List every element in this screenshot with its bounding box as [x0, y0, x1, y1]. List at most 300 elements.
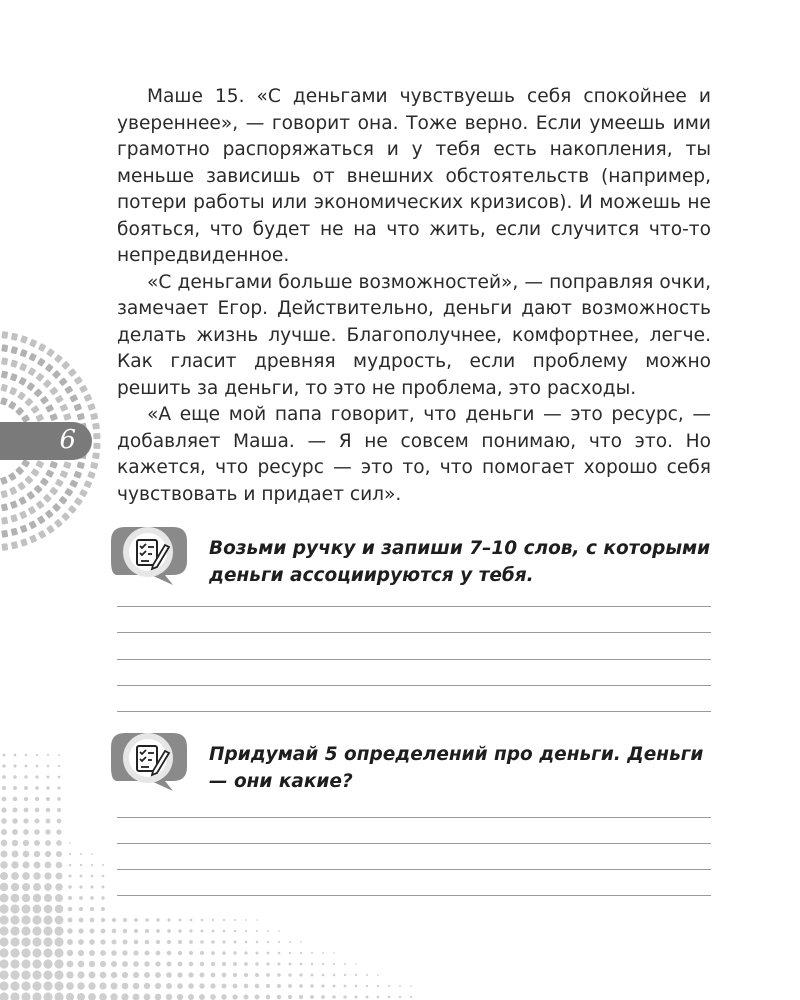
halftone-dot	[54, 981, 63, 990]
halftone-dot	[288, 995, 292, 999]
halftone-dot	[332, 995, 336, 999]
sunburst-tile	[17, 482, 26, 491]
halftone-dot	[133, 983, 140, 990]
halftone-dot	[122, 983, 129, 990]
sunburst-tile	[28, 506, 37, 515]
sunburst-tile	[40, 477, 49, 486]
sunburst-tile	[61, 512, 70, 521]
sunburst-tile	[74, 497, 83, 506]
writing-line[interactable]	[117, 817, 711, 818]
halftone-dot	[44, 883, 52, 891]
sunburst-tile	[1, 344, 8, 352]
halftone-dot	[144, 983, 150, 989]
halftone-dot	[21, 981, 30, 990]
sunburst-tile	[35, 414, 44, 422]
halftone-dot	[123, 918, 127, 922]
halftone-dot	[46, 797, 50, 801]
halftone-dot	[277, 962, 280, 965]
sunburst-tile	[52, 503, 61, 512]
halftone-dot	[210, 983, 215, 988]
halftone-dot	[1, 818, 7, 824]
halftone-dot	[299, 973, 302, 976]
halftone-dot	[234, 930, 236, 932]
halftone-dot	[54, 948, 63, 957]
halftone-dot	[78, 939, 84, 945]
sunburst-tile	[15, 407, 24, 416]
sunburst-tile	[92, 452, 100, 459]
halftone-dot	[102, 875, 105, 878]
sunburst-tile	[45, 404, 54, 413]
halftone-dot	[33, 883, 41, 891]
halftone-dot	[355, 985, 358, 988]
halftone-dot	[35, 775, 38, 778]
sunburst-tile	[8, 401, 17, 410]
halftone-dot	[388, 985, 390, 987]
sunburst-tile	[28, 353, 37, 362]
halftone-dot	[134, 940, 139, 945]
sunburst-tile	[20, 524, 28, 533]
halftone-dot	[0, 959, 9, 968]
halftone-dot	[333, 963, 335, 965]
writing-line[interactable]	[117, 685, 711, 686]
writing-line[interactable]	[117, 659, 711, 660]
halftone-dot	[79, 885, 82, 888]
sunburst-tile	[79, 385, 88, 394]
halftone-dot	[79, 907, 83, 911]
halftone-dot	[33, 894, 41, 902]
halftone-dot	[233, 973, 237, 977]
halftone-dot	[10, 981, 19, 990]
halftone-dot	[24, 808, 29, 813]
sunburst-tile	[21, 459, 30, 468]
halftone-dot	[68, 885, 72, 889]
halftone-dot	[12, 840, 18, 846]
sunburst-tile	[10, 528, 18, 536]
halftone-dot	[45, 851, 51, 857]
halftone-dot	[200, 929, 203, 932]
halftone-dot	[245, 919, 247, 921]
halftone-dot	[155, 961, 160, 966]
halftone-dot	[2, 786, 6, 790]
halftone-dot	[46, 819, 51, 824]
sunburst-tile	[1, 331, 8, 339]
halftone-dot	[43, 981, 52, 990]
halftone-dot	[46, 786, 50, 790]
writing-line[interactable]	[117, 711, 711, 712]
sunburst-tile	[74, 376, 83, 385]
halftone-dot	[13, 775, 17, 779]
sunburst-tile	[63, 413, 71, 421]
halftone-dot	[21, 959, 30, 968]
sunburst-tile	[15, 466, 24, 475]
halftone-dot	[25, 765, 28, 768]
sunburst-tile	[61, 361, 70, 370]
halftone-dot	[88, 993, 96, 1000]
halftone-dot	[90, 918, 95, 923]
paragraph: Маше 15. «С деньгами чувствуешь себя спокойнее и увереннее», — говорит она. Тоже верно. Если умеешь ими грамотно распоряжаться и у тебя есть накопления, ты меньше зависишь от внешних обстоятельств (например, потери работы или экономических кризисов). И можешь не бояться, что будет не на что жить, если случится что-то непредвиденное.	[117, 86, 711, 266]
halftone-dot	[100, 939, 105, 944]
halftone-dot	[58, 776, 61, 779]
sunburst-tile	[68, 505, 77, 514]
sunburst-tile	[90, 462, 98, 469]
halftone-dot	[11, 883, 19, 891]
halftone-dot	[80, 864, 82, 866]
halftone-dot	[34, 862, 41, 869]
sunburst-tile	[9, 486, 17, 495]
halftone-dot	[155, 983, 161, 989]
sunburst-tile	[26, 382, 35, 391]
sunburst-tile	[29, 339, 37, 348]
paragraph: «А еще мой папа говорит, что деньги — это ресурс, — добавляет Маша. — Я не совсем понимаю, что это. Но кажется, что ресурс — это то, что помогает хорошо себя чувствовать и придает сил».	[117, 404, 711, 505]
halftone-dot	[54, 970, 63, 979]
halftone-dot	[46, 775, 49, 778]
sunburst-tile	[19, 510, 27, 519]
writing-line[interactable]	[117, 895, 711, 896]
halftone-dot	[0, 850, 7, 857]
halftone-dot	[89, 950, 95, 956]
writing-line[interactable]	[117, 843, 711, 844]
halftone-dot	[0, 904, 9, 913]
sunburst-tile	[10, 514, 18, 522]
halftone-dot	[200, 940, 204, 944]
halftone-dot	[377, 985, 379, 987]
sunburst-tile	[87, 471, 96, 479]
halftone-dot	[223, 930, 226, 933]
halftone-dot	[145, 951, 150, 956]
halftone-dot	[233, 962, 237, 966]
halftone-dot	[222, 951, 226, 955]
halftone-dot	[189, 940, 193, 944]
halftone-dot	[221, 994, 227, 1000]
halftone-dot	[21, 904, 30, 913]
halftone-dot	[55, 905, 63, 913]
halftone-dot	[36, 765, 39, 768]
body-text	[117, 84, 711, 508]
halftone-dot	[110, 993, 117, 1000]
halftone-dot	[77, 993, 85, 1000]
halftone-dot	[155, 994, 162, 1000]
halftone-dot	[1, 807, 6, 812]
halftone-dot	[68, 874, 71, 877]
halftone-dot	[222, 940, 225, 943]
halftone-dot	[57, 819, 62, 824]
halftone-dot	[44, 894, 52, 902]
sunburst-tile	[10, 373, 18, 382]
halftone-dot	[256, 941, 259, 944]
halftone-dot	[57, 797, 61, 801]
sunburst-tile	[49, 413, 58, 421]
halftone-dot	[21, 970, 30, 979]
halftone-dot	[66, 993, 74, 1000]
halftone-dot	[21, 915, 30, 924]
halftone-dot	[24, 786, 28, 790]
halftone-dot	[189, 929, 192, 932]
halftone-dot	[33, 872, 40, 879]
halftone-dot	[222, 973, 227, 978]
halftone-dot	[122, 961, 128, 967]
halftone-dot	[12, 807, 17, 812]
halftone-dot	[122, 950, 127, 955]
sunburst-tile	[10, 500, 18, 509]
halftone-dot	[47, 765, 50, 768]
halftone-dot	[10, 926, 19, 935]
sunburst-tile	[64, 488, 73, 497]
halftone-dot	[68, 918, 73, 923]
halftone-dot	[68, 907, 73, 912]
halftone-dot	[55, 916, 64, 925]
halftone-dot	[266, 984, 270, 988]
halftone-dot	[111, 972, 118, 979]
halftone-dot	[11, 872, 19, 880]
sunburst-tile	[73, 471, 82, 479]
sunburst-tile	[77, 461, 85, 469]
halftone-dot	[43, 959, 52, 968]
halftone-dot	[21, 948, 30, 957]
sunburst-tile	[69, 394, 78, 403]
halftone-dot	[223, 919, 225, 921]
sunburst-tile	[45, 509, 54, 518]
halftone-dot	[266, 973, 270, 977]
sunburst-tile	[10, 359, 18, 367]
halftone-dot	[54, 937, 63, 946]
halftone-dot	[310, 984, 313, 987]
sunburst-tile	[46, 525, 55, 534]
sunburst-tile	[1, 530, 8, 538]
halftone-dot	[410, 985, 412, 987]
halftone-dot	[34, 840, 40, 846]
sunburst-tile	[9, 387, 17, 396]
halftone-dot	[43, 970, 52, 979]
task-prompt: Возьми ручку и запиши 7–10 слов, с которыми деньги ассоциируются у тебя.	[209, 538, 711, 586]
halftone-dot	[66, 982, 74, 990]
halftone-dot	[333, 974, 336, 977]
halftone-dot	[67, 961, 74, 968]
halftone-dot	[69, 864, 72, 867]
halftone-dot	[34, 818, 39, 823]
sunburst-tile	[0, 490, 8, 498]
halftone-dot	[399, 996, 401, 998]
sunburst-tile	[10, 346, 18, 354]
sunburst-tile	[38, 530, 47, 539]
sunburst-tile	[43, 494, 52, 503]
halftone-dot	[355, 963, 357, 965]
sunburst-tile	[0, 397, 8, 406]
sunburst-tile	[35, 373, 44, 382]
halftone-dot	[178, 962, 183, 967]
halftone-dot	[178, 929, 181, 932]
halftone-dot	[289, 963, 292, 966]
halftone-dot	[0, 926, 9, 935]
halftone-dot	[112, 918, 116, 922]
halftone-dot	[267, 930, 269, 932]
halftone-dot	[45, 840, 51, 846]
halftone-dot	[43, 926, 52, 935]
halftone-dot	[299, 995, 303, 999]
halftone-dot	[0, 894, 9, 903]
halftone-dot	[2, 797, 7, 802]
halftone-dot	[211, 962, 215, 966]
halftone-dot	[145, 940, 150, 945]
sunburst-tile	[0, 384, 8, 392]
halftone-dot	[156, 929, 160, 933]
sunburst-tile	[73, 403, 82, 411]
halftone-dot	[355, 974, 357, 976]
writing-line[interactable]	[117, 632, 711, 633]
halftone-dot	[0, 937, 9, 946]
halftone-dot	[35, 797, 39, 801]
sunburst-tile	[18, 377, 27, 386]
halftone-dot	[0, 948, 9, 957]
halftone-dot	[32, 959, 41, 968]
halftone-dot	[54, 959, 63, 968]
sunburst-tile	[83, 480, 92, 488]
halftone-dot	[244, 973, 248, 977]
halftone-dot	[10, 948, 19, 957]
sunburst-tile	[63, 461, 71, 469]
sunburst-tile	[49, 461, 58, 469]
halftone-dot	[13, 786, 17, 790]
halftone-dot	[300, 963, 303, 966]
halftone-dot	[167, 929, 171, 933]
halftone-dot	[102, 886, 105, 889]
sunburst-tile	[59, 404, 68, 412]
halftone-dot	[0, 915, 9, 924]
halftone-dot	[36, 754, 38, 756]
halftone-dot	[177, 972, 182, 977]
halftone-dot	[12, 829, 18, 835]
halftone-dot	[266, 962, 269, 965]
halftone-dot	[300, 952, 302, 954]
sunburst-tile	[54, 519, 63, 528]
halftone-dot	[234, 941, 237, 944]
halftone-dot	[34, 851, 41, 858]
sunburst-tile	[1, 357, 8, 365]
halftone-dot	[212, 930, 215, 933]
halftone-dot	[111, 983, 118, 990]
halftone-dot	[66, 971, 73, 978]
sunburst-tile	[31, 468, 40, 477]
halftone-dot	[22, 883, 30, 891]
halftone-dot	[11, 861, 18, 868]
sunburst-tile	[1, 543, 8, 551]
page-number: 6	[59, 425, 76, 455]
sunburst-tile	[11, 333, 18, 341]
halftone-dot	[399, 985, 401, 987]
sunburst-tile	[31, 405, 40, 414]
sunburst-tile	[58, 496, 67, 505]
halftone-dot	[166, 994, 172, 1000]
halftone-dot	[10, 915, 19, 924]
sunburst-tile	[8, 472, 17, 481]
halftone-dot	[34, 829, 40, 835]
halftone-dot	[222, 962, 226, 966]
halftone-dot	[0, 981, 9, 990]
halftone-dot	[0, 970, 9, 979]
halftone-dot	[156, 918, 159, 921]
halftone-dot	[188, 983, 194, 989]
sunburst-tile	[92, 423, 100, 430]
halftone-dot	[199, 983, 204, 988]
halftone-dot	[311, 974, 314, 977]
task-prompt: Придумай 5 определений про деньги. Деньги — они какие?	[209, 744, 704, 792]
halftone-dot	[200, 973, 205, 978]
halftone-dot	[289, 941, 291, 943]
halftone-dot	[232, 994, 237, 999]
halftone-dot	[134, 929, 138, 933]
halftone-dot	[377, 996, 380, 999]
sunburst-tile	[20, 335, 28, 344]
halftone-dot	[101, 929, 106, 934]
sunburst-tile	[68, 368, 77, 377]
halftone-dot	[43, 992, 52, 1000]
sunburst-tile	[52, 370, 61, 379]
halftone-dot	[10, 970, 19, 979]
halftone-dot	[10, 904, 19, 913]
halftone-dot	[54, 992, 63, 1000]
halftone-dot	[57, 808, 61, 812]
halftone-dot	[88, 982, 95, 989]
halftone-dot	[90, 896, 94, 900]
halftone-dot	[267, 952, 270, 955]
halftone-dot	[67, 928, 72, 933]
halftone-dot	[121, 993, 128, 1000]
halftone-dot	[311, 952, 313, 954]
halftone-dot	[156, 951, 161, 956]
halftone-dot	[166, 961, 171, 966]
halftone-dot	[78, 950, 84, 956]
halftone-dot	[21, 992, 30, 1000]
halftone-dot	[144, 961, 149, 966]
writing-line[interactable]	[117, 869, 711, 870]
halftone-dot	[77, 982, 85, 990]
halftone-dot	[45, 862, 52, 869]
halftone-dot	[57, 786, 60, 789]
halftone-dot	[55, 872, 62, 879]
sunburst-tile	[11, 541, 18, 549]
halftone-dot	[278, 930, 280, 932]
halftone-dot	[77, 971, 84, 978]
halftone-dot	[101, 918, 105, 922]
halftone-dot	[69, 842, 71, 844]
sunburst-tile	[45, 363, 54, 372]
halftone-dot	[343, 995, 346, 998]
halftone-dot	[211, 940, 214, 943]
halftone-dot	[21, 926, 30, 935]
halftone-dot	[112, 929, 117, 934]
halftone-dot	[0, 992, 9, 1000]
halftone-dot	[177, 994, 183, 1000]
halftone-dot	[167, 940, 171, 944]
halftone-dot	[10, 959, 19, 968]
halftone-dot	[78, 928, 83, 933]
halftone-dot	[32, 948, 41, 957]
halftone-dot	[388, 996, 391, 999]
halftone-dot	[22, 861, 29, 868]
page-number-tab	[0, 422, 92, 460]
halftone-dot	[123, 929, 127, 933]
halftone-dot	[332, 984, 335, 987]
halftone-dot	[256, 930, 258, 932]
halftone-dot	[1, 840, 8, 847]
halftone-dot	[166, 972, 172, 978]
halftone-dot	[233, 984, 238, 989]
sunburst-tile	[37, 358, 46, 367]
writing-line[interactable]	[117, 606, 711, 607]
halftone-dot	[166, 983, 172, 989]
halftone-dot	[189, 951, 193, 955]
halftone-dot	[189, 962, 194, 967]
halftone-dot	[23, 829, 29, 835]
